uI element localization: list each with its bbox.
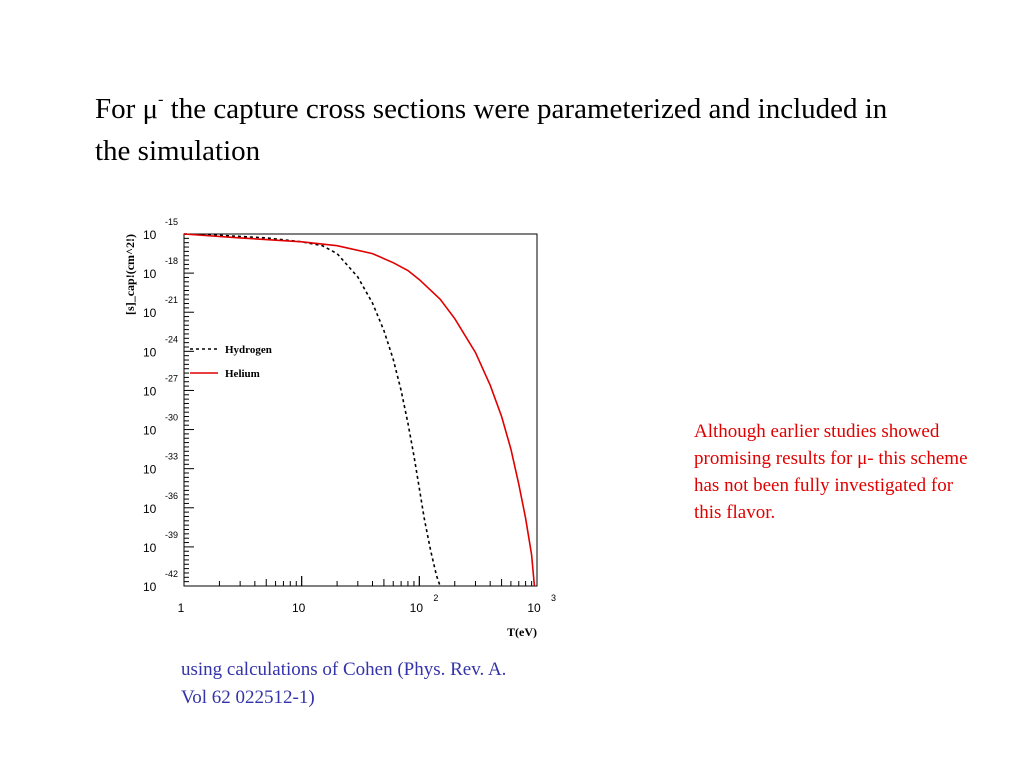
y-tick-label: 10: [143, 384, 157, 399]
series-group: [184, 234, 534, 586]
y-tick-label: 10: [143, 228, 157, 242]
x-tick-label: 10: [409, 601, 424, 615]
y-tick-exponent: -30: [165, 412, 179, 423]
y-tick-label: 10: [143, 267, 157, 282]
y-tick-exponent: -39: [165, 529, 179, 540]
y-axis-ticks: [143, 217, 194, 594]
y-tick-exponent: -33: [165, 451, 179, 462]
plot-frame: [184, 234, 537, 586]
y-tick-exponent: -24: [165, 334, 179, 345]
legend: [190, 344, 272, 380]
series-line-hydrogen: [184, 234, 440, 586]
y-tick-exponent: -18: [165, 256, 179, 267]
y-tick-exponent: -42: [165, 569, 179, 579]
series-line-helium: [184, 234, 534, 586]
y-tick-exponent: -15: [165, 217, 179, 227]
y-tick-label: 10: [143, 580, 157, 594]
x-axis-title: T(eV): [507, 625, 537, 639]
title-suffix: the capture cross sections were parameterized and included in the simulation: [95, 93, 888, 167]
plot-frame-group: [184, 234, 537, 586]
x-tick-label: 10: [291, 601, 306, 615]
x-tick-label: 1: [177, 601, 185, 615]
y-tick-exponent: -27: [165, 373, 179, 384]
x-tick-exponent: 3: [551, 593, 557, 603]
y-tick-label: 10: [143, 540, 157, 555]
citation-text: using calculations of Cohen (Phys. Rev. A. Vol 62 022512-1): [181, 659, 507, 708]
y-tick-label: 10: [143, 306, 157, 321]
title-prefix: For μ: [95, 93, 159, 125]
y-tick-label: 10: [143, 423, 157, 438]
x-tick-label: 10: [527, 601, 541, 615]
y-tick-label: 10: [143, 501, 157, 516]
y-tick-exponent: -21: [165, 295, 179, 306]
legend-label-helium: Helium: [225, 368, 260, 380]
x-axis-ticks: [178, 576, 556, 615]
y-tick-exponent: -36: [165, 490, 179, 501]
x-tick-exponent: 2: [433, 593, 439, 603]
title-superscript: -: [158, 91, 164, 108]
y-tick-label: 10: [143, 345, 157, 360]
legend-label-hydrogen: Hydrogen: [225, 344, 272, 356]
y-axis-title: [s]_cap!(cm^2!): [123, 234, 137, 315]
y-tick-label: 10: [143, 462, 157, 477]
side-note: Although earlier studies showed promising results for μ- this scheme has not been fully investigated for this flavor.: [694, 421, 968, 523]
